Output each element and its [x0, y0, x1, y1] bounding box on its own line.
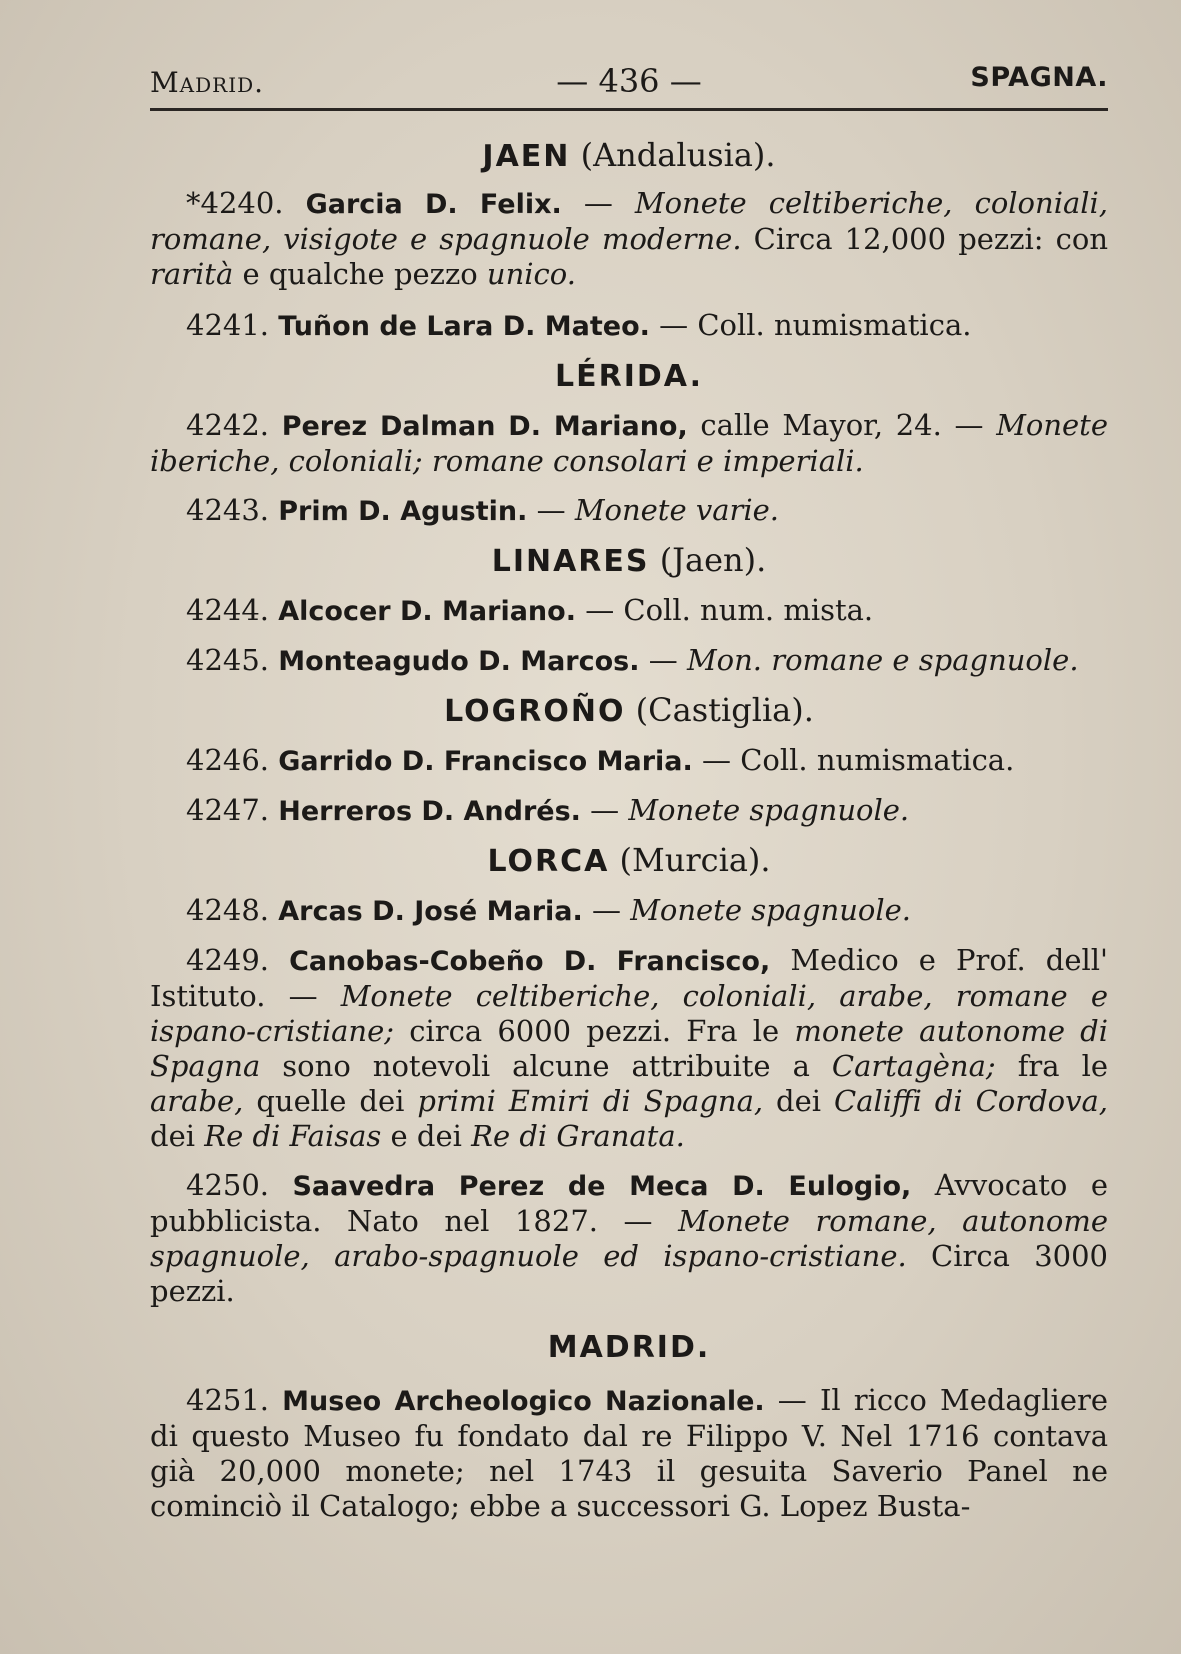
book-page	[150, 0, 1108, 1654]
section-heading-lorca: LORCA (Murcia).	[487, 841, 771, 879]
page-number: — 436 —	[556, 62, 702, 100]
section-heading-linares: LINARES (Jaen).	[491, 541, 767, 579]
entry-4241: 4241. Tuñon de Lara D. Mateo. — Coll. numismatica.	[186, 308, 972, 342]
entry-4242: 4242. Perez Dalman D. Mariano, calle Mayor, 24. — Monete iberiche, coloniali; romane consolari e imperiali.	[150, 408, 1108, 478]
running-head	[150, 58, 1108, 102]
entry-4251: 4251. Museo Archeologico Nazionale. — Il ricco Medagliere di questo Museo fu fondato dal re Filippo V. Nel 1716 contava già 20,000 monete; nel 1743 il gesuita Saverio Panel ne cominciò il Catalogo; ebbe a successori G. Lopez Busta-	[150, 1383, 1109, 1523]
header-rule	[150, 108, 1108, 111]
running-head-left: Madrid.	[150, 66, 265, 99]
entry-4248: 4248. Arcas D. José Maria. — Monete spagnuole.	[186, 893, 911, 927]
running-head-right: SPAGNA.	[970, 62, 1108, 93]
entry-4245: 4245. Monteagudo D. Marcos. — Mon. romane e spagnuole.	[186, 643, 1079, 677]
entry-4240: *4240. Garcia D. Felix. — Monete celtiberiche, coloniali, romane, visigote e spagnuole moderne. Circa 12,000 pezzi: con rarità e qualche pezzo unico.	[150, 186, 1109, 291]
section-heading-lerida: LÉRIDA.	[555, 359, 703, 394]
section-heading-logrono: LOGROÑO (Castiglia).	[444, 691, 814, 729]
page-body	[150, 138, 1108, 1524]
entry-4247: 4247. Herreros D. Andrés. — Monete spagnuole.	[186, 793, 910, 827]
entry-4250: 4250. Saavedra Perez de Meca D. Eulogio, Avvocato e pubblicista. Nato nel 1827. — Monete romane, autonome spagnuole, arabo-spagnuole ed ispano-cristiane. Circa 3000 pezzi.	[150, 1168, 1109, 1308]
entry-4249: 4249. Canobas-Cobeño D. Francisco, Medico e Prof. dell' Istituto. — Monete celtiberiche, coloniali, arabe, romane e ispano-cristiane; circa 6000 pezzi. Fra le monete autonome di Spagna sono notevoli alcune attribuite a Cartagèna; fra le arabe, quelle dei primi Emiri di Spagna, dei Califfi di Cordova, dei Re di Faisas e dei Re di Granata.	[150, 943, 1109, 1153]
section-heading-madrid: MADRID.	[547, 1330, 711, 1365]
section-heading-jaen: JAEN (Andalusia).	[482, 136, 776, 174]
entry-4243: 4243. Prim D. Agustin. — Monete varie.	[186, 493, 780, 527]
entry-4244: 4244. Alcocer D. Mariano. — Coll. num. mista.	[186, 593, 874, 627]
entry-4246: 4246. Garrido D. Francisco Maria. — Coll. numismatica.	[186, 743, 1015, 777]
